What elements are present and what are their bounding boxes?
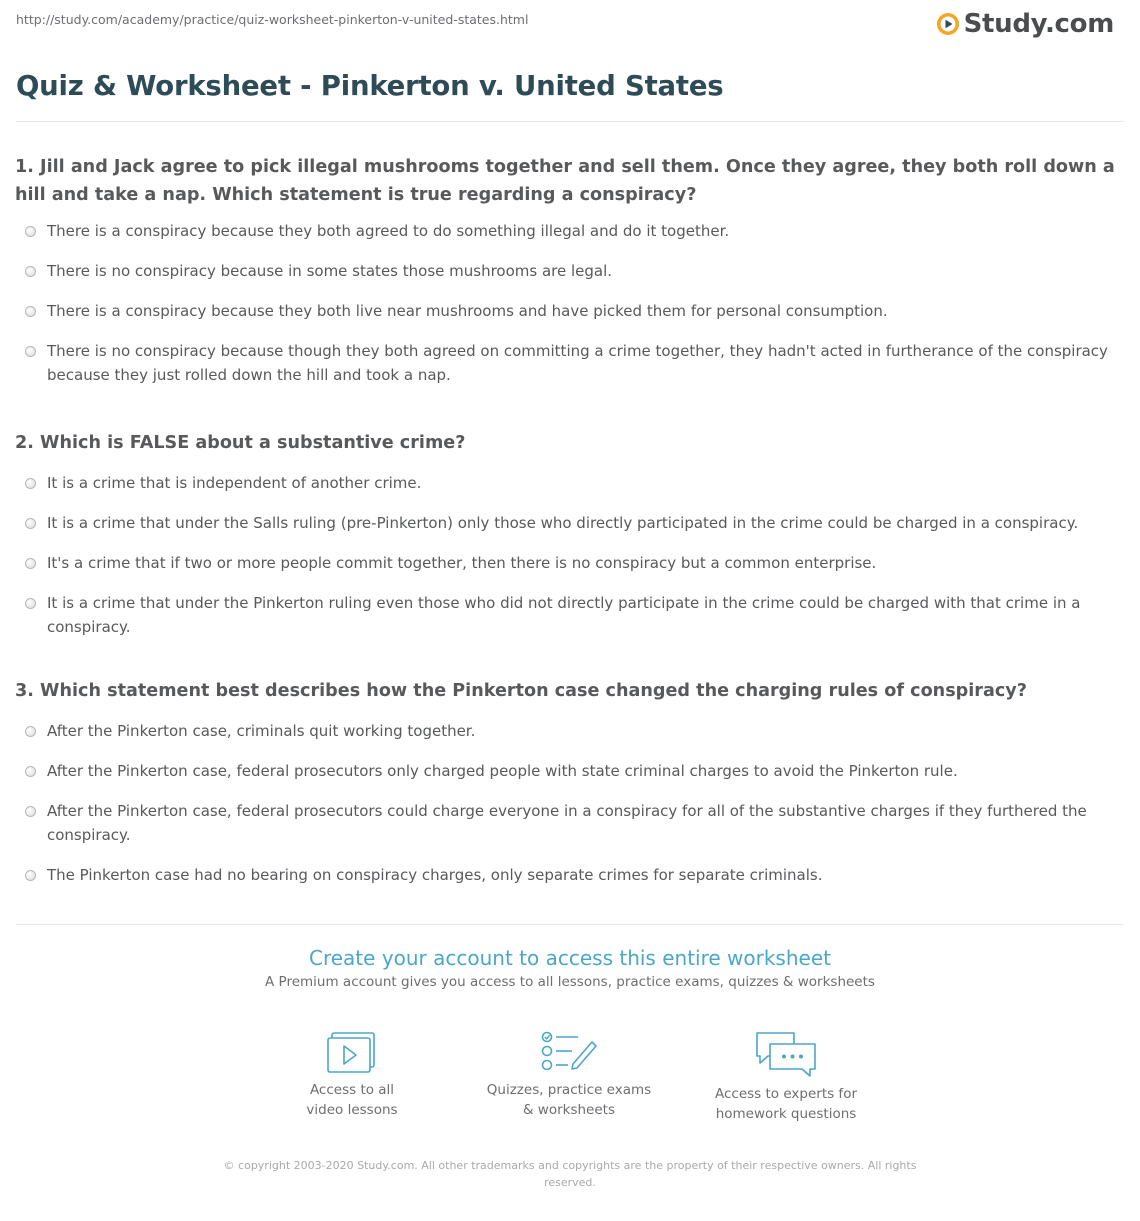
answer-option[interactable]: After the Pinkerton case, federal prosecutors could charge everyone in a conspiracy for all of the substantive charges if they furthered the conspiracy. — [15, 799, 1125, 847]
answer-option[interactable]: After the Pinkerton case, federal prosecutors only charged people with state criminal charges to avoid the Pinkerton rule. — [15, 759, 1125, 783]
copyright-footer: © copyright 2003-2020 Study.com. All other trademarks and copyrights are the property of their respective owners. All rights reserved. — [223, 1159, 917, 1189]
radio-icon[interactable] — [25, 766, 36, 777]
answer-option[interactable]: It is a crime that is independent of another crime. — [15, 471, 1125, 495]
radio-icon[interactable] — [25, 558, 36, 569]
premium-cta — [0, 946, 1140, 990]
radio-icon[interactable] — [25, 266, 36, 277]
question-2 — [15, 429, 1125, 639]
study-logo[interactable] — [936, 8, 1114, 40]
question-1 — [15, 153, 1125, 387]
page-url: http://study.com/academy/practice/quiz-worksheet-pinkerton-v-united-states.html — [16, 12, 529, 27]
radio-icon[interactable] — [25, 478, 36, 489]
feature-label: homework questions — [715, 1106, 857, 1122]
video-icon — [326, 1030, 378, 1076]
question-text: 1. Jill and Jack agree to pick illegal mushrooms together and sell them. Once they agree, they both roll down a hill and take a nap. Which statement is true regarding a conspiracy? — [15, 157, 1115, 205]
answer-options — [15, 219, 1125, 387]
questions-divider — [16, 924, 1124, 925]
answer-option[interactable]: There is no conspiracy because though they both agreed on committing a crime together, they hadn't acted in furtherance of the conspiracy because they just rolled down the hill and took a nap. — [15, 339, 1125, 387]
feature-experts — [686, 1030, 886, 1124]
answer-option[interactable]: The Pinkerton case had no bearing on conspiracy charges, only separate crimes for separate criminals. — [15, 863, 1125, 887]
radio-icon[interactable] — [25, 870, 36, 881]
answer-option[interactable]: It's a crime that if two or more people commit together, then there is no conspiracy but a common enterprise. — [15, 551, 1125, 575]
radio-icon[interactable] — [25, 226, 36, 237]
create-account-link[interactable]: Create your account to access this entire worksheet — [309, 946, 831, 970]
feature-label: Access to experts for — [714, 1086, 857, 1102]
answer-option[interactable]: It is a crime that under the Pinkerton ruling even those who did not directly participate in the crime could be charged with that crime in a conspiracy. — [15, 591, 1125, 639]
answer-option[interactable]: There is a conspiracy because they both agreed to do something illegal and do it together. — [15, 219, 1125, 243]
answer-option[interactable]: There is a conspiracy because they both live near mushrooms and have picked them for personal consumption. — [15, 299, 1125, 323]
feature-label: & worksheets — [522, 1102, 615, 1118]
radio-icon[interactable] — [25, 306, 36, 317]
chat-bubbles-icon — [754, 1030, 818, 1080]
logo-text: Study.com — [963, 9, 1114, 39]
quiz-list-icon — [540, 1030, 598, 1076]
radio-icon[interactable] — [25, 518, 36, 529]
feature-label: video lessons — [306, 1102, 398, 1118]
question-3 — [15, 677, 1125, 887]
feature-label: Quizzes, practice exams — [486, 1082, 652, 1098]
feature-video-lessons — [252, 1030, 452, 1120]
answer-option[interactable]: After the Pinkerton case, criminals quit working together. — [15, 719, 1125, 743]
question-text: 3. Which statement best describes how the Pinkerton case changed the charging rules of conspiracy? — [15, 681, 1027, 701]
answer-options — [15, 471, 1125, 639]
cta-subtitle: A Premium account gives you access to all lessons, practice exams, quizzes & worksheets — [265, 974, 875, 990]
question-text: 2. Which is FALSE about a substantive crime? — [15, 433, 466, 453]
play-logo-icon — [936, 12, 960, 36]
radio-icon[interactable] — [25, 598, 36, 609]
page-title: Quiz & Worksheet - Pinkerton v. United States — [16, 70, 724, 102]
answer-option[interactable]: There is no conspiracy because in some states those mushrooms are legal. — [15, 259, 1125, 283]
radio-icon[interactable] — [25, 346, 36, 357]
feature-quizzes — [469, 1030, 669, 1120]
title-divider — [16, 121, 1124, 122]
radio-icon[interactable] — [25, 806, 36, 817]
radio-icon[interactable] — [25, 726, 36, 737]
answer-options — [15, 719, 1125, 887]
answer-option[interactable]: It is a crime that under the Salls ruling (pre-Pinkerton) only those who directly participated in the crime could be charged in a conspiracy. — [15, 511, 1125, 535]
feature-label: Access to all — [309, 1082, 395, 1098]
